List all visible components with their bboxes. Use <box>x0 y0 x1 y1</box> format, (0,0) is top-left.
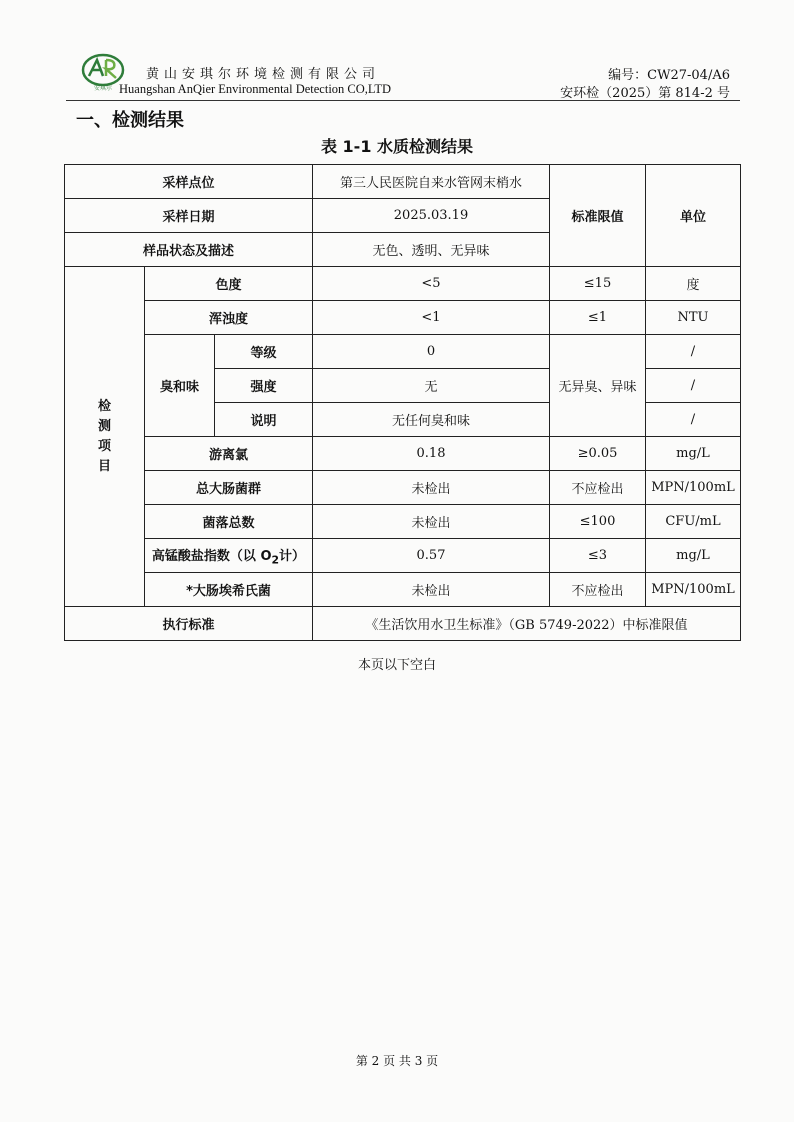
table-row <box>65 437 741 471</box>
table-row <box>65 335 741 369</box>
item-value: 0.18 <box>313 437 550 471</box>
item-limit: ≥0.05 <box>550 437 646 471</box>
sample-state-value: 无色、透明、无异味 <box>313 233 550 267</box>
table-row <box>65 539 741 573</box>
item-name: 游离氯 <box>145 437 313 471</box>
section-title: 一、检测结果 <box>76 110 184 131</box>
table-row <box>65 471 741 505</box>
sample-state-label: 样品状态及描述 <box>65 233 313 267</box>
item-unit: NTU <box>646 301 741 335</box>
logo-caption: 安琪尔 <box>93 85 113 92</box>
odor-item-value: 0 <box>313 335 550 369</box>
page-header <box>0 0 794 110</box>
item-limit: 不应检出 <box>550 573 646 607</box>
item-unit: 度 <box>646 267 741 301</box>
odor-item-value: 无 <box>313 369 550 403</box>
item-limit: ≤3 <box>550 539 646 573</box>
item-unit: MPN/100mL <box>646 471 741 505</box>
document-code: 编号：CW27-04/A6 <box>608 68 730 83</box>
sampling-date-value: 2025.03.19 <box>313 199 550 233</box>
table-row <box>65 267 741 301</box>
sampling-date-label: 采样日期 <box>65 199 313 233</box>
odor-limit: 无异臭、异味 <box>550 335 646 437</box>
item-value: <5 <box>313 267 550 301</box>
table-row <box>65 505 741 539</box>
table-row <box>65 301 741 335</box>
item-limit: 不应检出 <box>550 471 646 505</box>
item-unit: MPN/100mL <box>646 573 741 607</box>
item-limit: ≤1 <box>550 301 646 335</box>
table-row <box>65 607 741 641</box>
item-value: <1 <box>313 301 550 335</box>
results-table <box>64 164 741 641</box>
sampling-point-value: 第三人民医院自来水管网末梢水 <box>313 165 550 199</box>
item-name: 浑浊度 <box>145 301 313 335</box>
standard-label: 执行标准 <box>65 607 313 641</box>
test-items-group-label: 检 测 项 目 <box>65 267 145 607</box>
standard-value: 《生活饮用水卫生标准》（GB 5749-2022）中标准限值 <box>313 607 741 641</box>
blank-note: 本页以下空白 <box>357 658 436 673</box>
item-name: 总大肠菌群 <box>145 471 313 505</box>
item-limit: ≤100 <box>550 505 646 539</box>
item-unit: mg/L <box>646 539 741 573</box>
unit-header: 单位 <box>646 165 741 267</box>
page-number: 第 2 页 共 3 页 <box>355 1054 439 1068</box>
odor-item-value: 无任何臭和味 <box>313 403 550 437</box>
company-name-en: Huangshan AnQier Environmental Detection CO,LTD <box>119 82 392 96</box>
sampling-point-label: 采样点位 <box>65 165 313 199</box>
odor-item-unit: / <box>646 335 741 369</box>
odor-item-unit: / <box>646 369 741 403</box>
item-name: *大肠埃希氏菌 <box>145 573 313 607</box>
odor-group-label: 臭和味 <box>145 335 215 437</box>
table-row <box>65 573 741 607</box>
item-name: 高锰酸盐指数（以 $O_2$计） <box>145 539 313 573</box>
table-row <box>65 165 741 199</box>
item-unit: mg/L <box>646 437 741 471</box>
item-limit: ≤15 <box>550 267 646 301</box>
report-number: 安环检（2025）第 814-2 号 <box>560 86 730 101</box>
item-name: 菌落总数 <box>145 505 313 539</box>
item-value: 未检出 <box>313 471 550 505</box>
company-name-cn: 黄山安琪尔环境检测有限公司 <box>146 67 381 82</box>
odor-item-name: 强度 <box>215 369 313 403</box>
limit-header: 标准限值 <box>550 165 646 267</box>
odor-item-unit: / <box>646 403 741 437</box>
item-name: 色度 <box>145 267 313 301</box>
odor-item-name: 说明 <box>215 403 313 437</box>
odor-item-name: 等级 <box>215 335 313 369</box>
item-value: 未检出 <box>313 573 550 607</box>
item-value: 0.57 <box>313 539 550 573</box>
item-value: 未检出 <box>313 505 550 539</box>
item-unit: CFU/mL <box>646 505 741 539</box>
header-divider <box>66 100 740 101</box>
table-caption: 表 1-1 水质检测结果 <box>320 137 474 156</box>
